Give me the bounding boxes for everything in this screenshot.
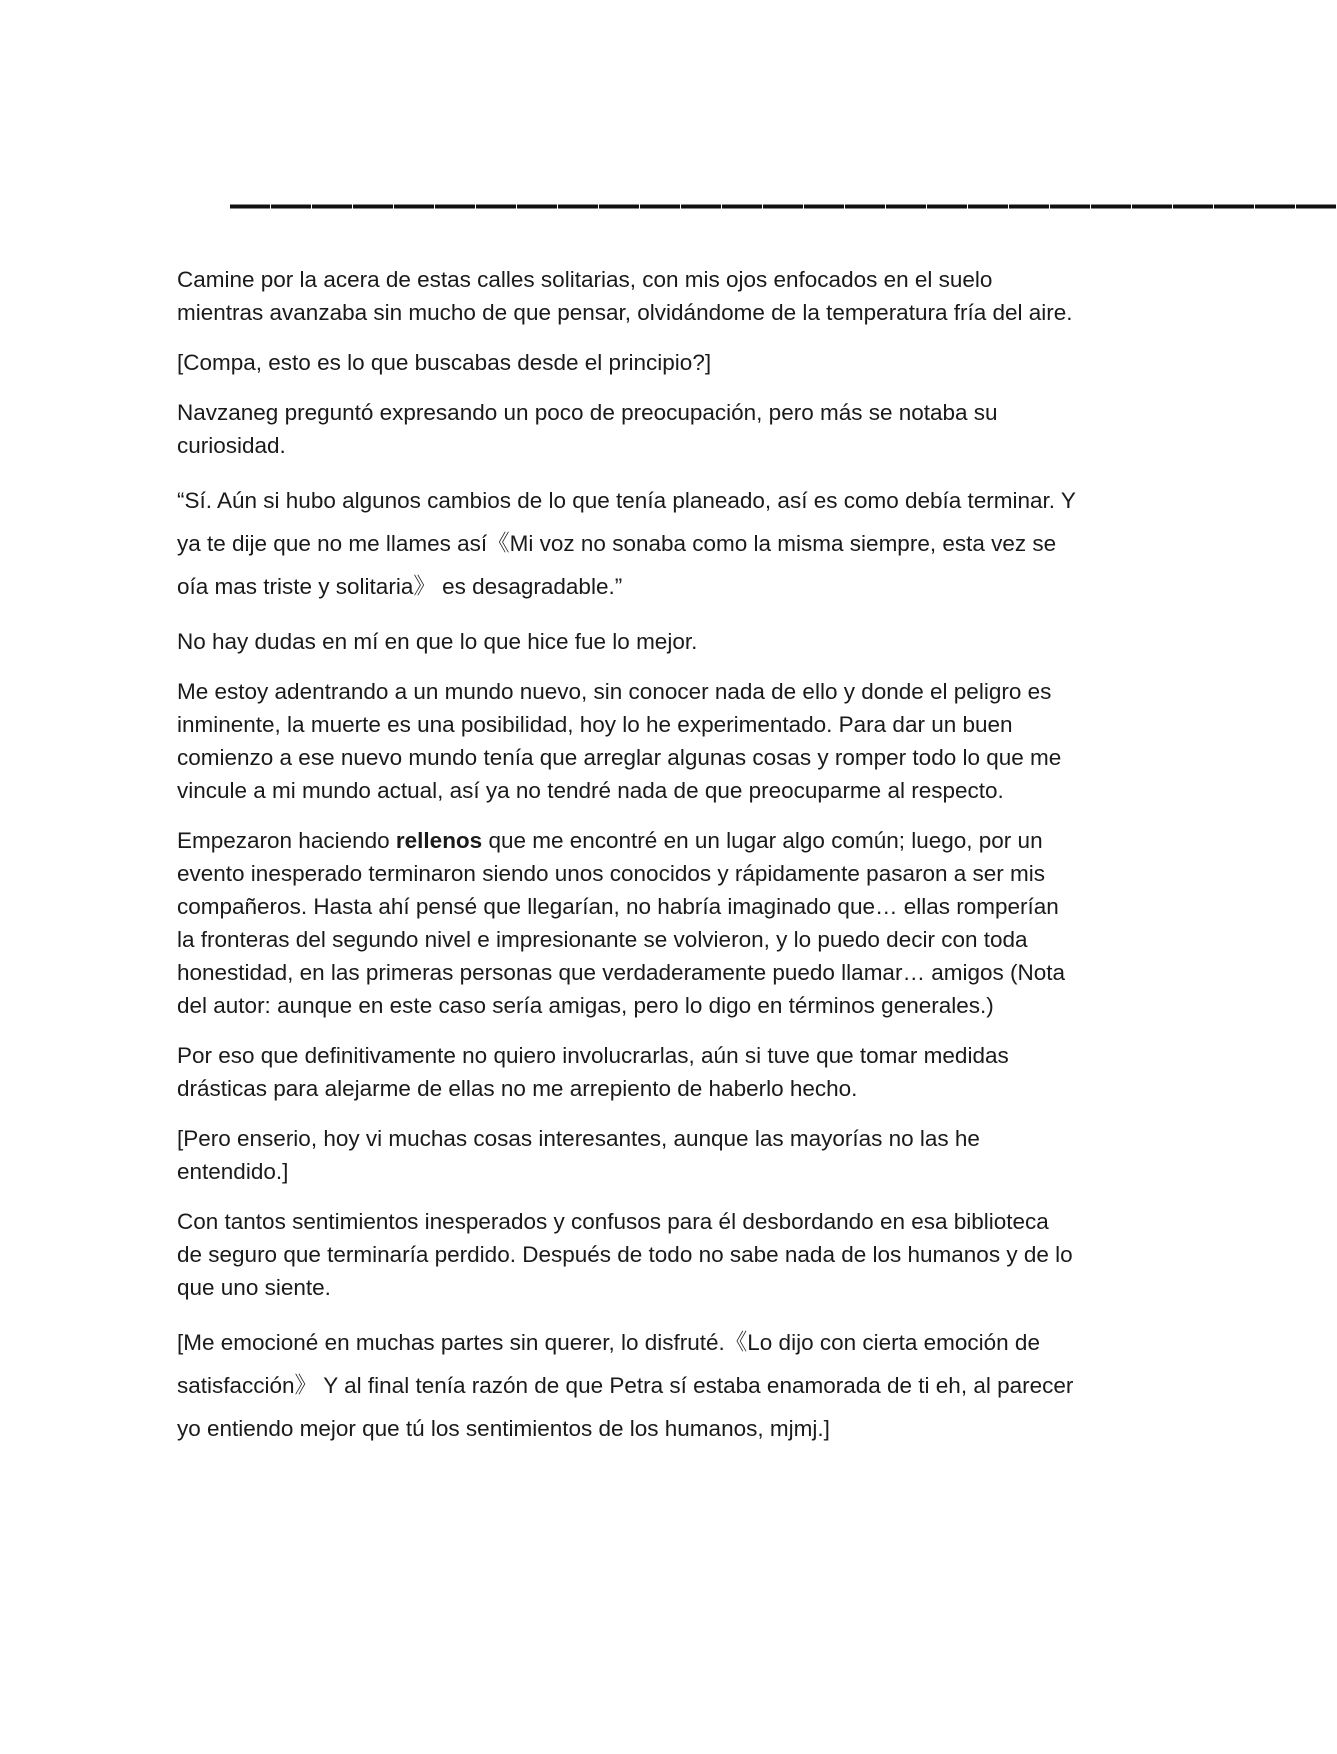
paragraph-4: “Sí. Aún si hubo algunos cambios de lo que tenía planeado, así es como debía terminar. Y ya te dije que no me llames así《Mi voz no sonaba como la misma siempre, esta vez se oía mas triste y solitaria》 es desagradable.”	[177, 488, 1076, 599]
paragraph-11: [Me emocioné en muchas partes sin querer, lo disfruté.《Lo dijo con cierta emoción de satisfacción》 Y al final tenía razón de que Petra sí estaba enamorada de ti eh, al parecer yo entiendo mejor que tú los sentimientos de los humanos, mjmj.]	[177, 1330, 1074, 1441]
paragraph-1: Camine por la acera de estas calles solitarias, con mis ojos enfocados en el suelo mientras avanzaba sin mucho de que pensar, olvidándome de la temperatura fría del aire.	[177, 267, 1073, 325]
paragraph-10: Con tantos sentimientos inesperados y confusos para él desbordando en esa biblioteca de seguro que terminaría perdido. Después de todo no sabe nada de los humanos y de lo que uno siente.	[177, 1209, 1073, 1300]
document-body	[177, 263, 1077, 1467]
bold-term: rellenos	[395, 828, 483, 853]
paragraph-2: [Compa, esto es lo que buscabas desde el principio?]	[177, 350, 712, 375]
paragraph-9: [Pero enserio, hoy vi muchas cosas interesantes, aunque las mayorías no las he entendido.]	[177, 1126, 980, 1184]
paragraph-3: Navzaneg preguntó expresando un poco de preocupación, pero más se notaba su curiosidad.	[177, 400, 998, 458]
paragraph-7	[177, 824, 1077, 1022]
paragraph-7-start: Empezaron haciendo	[177, 828, 396, 853]
paragraph-8: Por eso que definitivamente no quiero involucrarlas, aún si tuve que tomar medidas drásticas para alejarme de ellas no me arrepiento de haberlo hecho.	[177, 1043, 1009, 1101]
paragraph-6: Me estoy adentrando a un mundo nuevo, sin conocer nada de ello y donde el peligro es inminente, la muerte es una posibilidad, hoy lo he experimentado. Para dar un buen comienzo a ese nuevo mundo tenía que arreglar algunas cosas y romper todo lo que me vincule a mi mundo actual, así ya no tendré nada de que preocuparme al respecto.	[177, 679, 1062, 803]
paragraph-7-end: que me encontré en un lugar algo común; luego, por un evento inesperado terminaron siendo unos conocidos y rápidamente pasaron a ser mis compañeros. Hasta ahí pensé que llegarían, no habría imaginado que… ellas romperían la fronteras del segundo nivel e impresionante se volvieron, y lo puedo decir con toda honestidad, en las primeras personas que verdaderamente puedo llamar… amigos (Nota del autor: aunque en este caso sería amigas, pero lo digo en términos generales.)	[177, 828, 1065, 1018]
paragraph-5: No hay dudas en mí en que lo que hice fue lo mejor.	[177, 629, 698, 654]
section-divider: ———————————————————————————	[230, 182, 1337, 226]
